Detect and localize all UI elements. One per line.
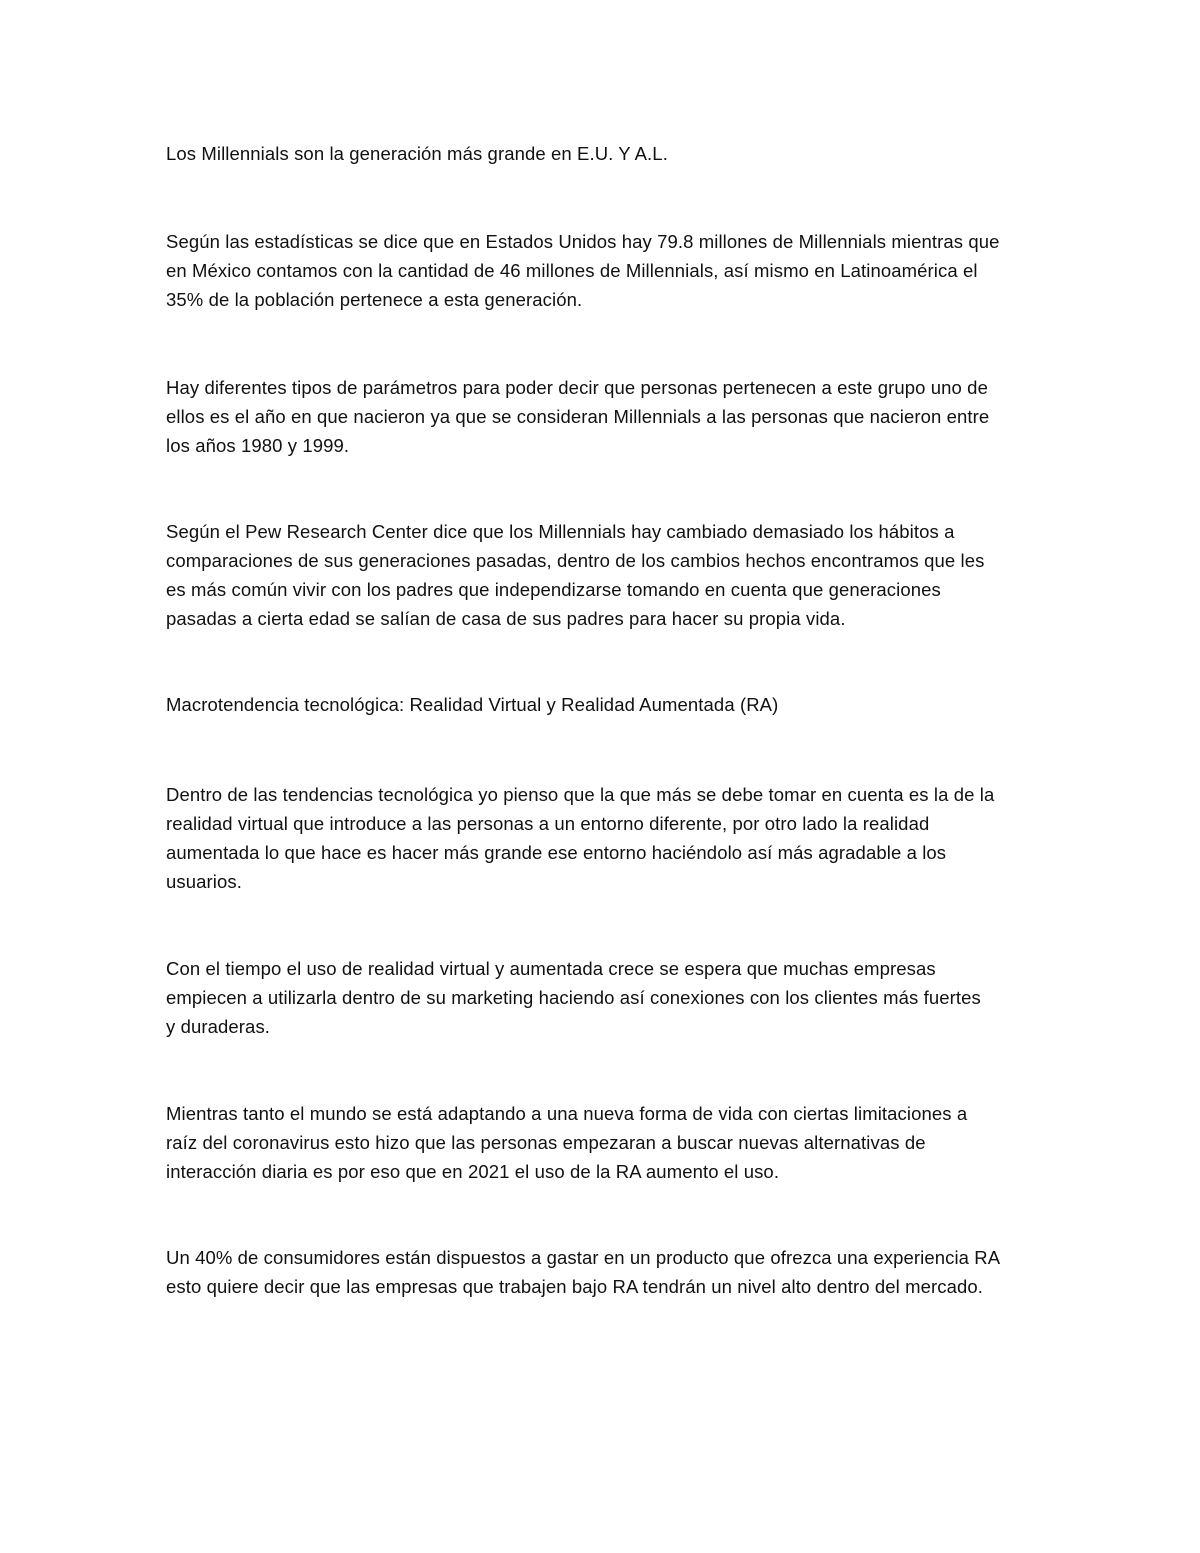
text-line: Con el tiempo el uso de realidad virtual y aumentada crece se espera que muchas empresas bbox=[166, 958, 936, 979]
text-line: Según las estadísticas se dice que en Estados Unidos hay 79.8 millones de Millennials mientras que bbox=[166, 231, 1000, 252]
paragraph-coronavirus-adaptation bbox=[166, 1099, 1046, 1186]
text-line: en México contamos con la cantidad de 46 millones de Millennials, así mismo en Latinoamérica el bbox=[166, 260, 978, 281]
text-line: realidad virtual que introduce a las personas a un entorno diferente, por otro lado la realidad bbox=[166, 813, 930, 834]
paragraph-consumers-ra bbox=[166, 1243, 1046, 1301]
text-line: comparaciones de sus generaciones pasadas, dentro de los cambios hechos encontramos que les bbox=[166, 550, 985, 571]
text-line: ellos es el año en que nacieron ya que se consideran Millennials a las personas que nacieron entre bbox=[166, 406, 990, 427]
text-line: los años 1980 y 1999. bbox=[166, 435, 350, 456]
paragraph-tech-trends bbox=[166, 780, 1046, 896]
text-line: Hay diferentes tipos de parámetros para poder decir que personas pertenecen a este grupo uno de bbox=[166, 377, 988, 398]
paragraph-statistics bbox=[166, 227, 1046, 314]
text-line: usuarios. bbox=[166, 871, 242, 892]
text-line: Dentro de las tendencias tecnológica yo pienso que la que más se debe tomar en cuenta es la de la bbox=[166, 784, 995, 805]
text-line: raíz del coronavirus esto hizo que las personas empezaran a buscar nuevas alternativas de bbox=[166, 1132, 926, 1153]
text-line: interacción diaria es por eso que en 2021 el uso de la RA aumento el uso. bbox=[166, 1161, 780, 1182]
text-line: Los Millennials son la generación más grande en E.U. Y A.L. bbox=[166, 143, 668, 164]
text-line: pasadas a cierta edad se salían de casa de sus padres para hacer su propia vida. bbox=[166, 608, 846, 629]
text-line: Según el Pew Research Center dice que los Millennials hay cambiado demasiado los hábitos a bbox=[166, 521, 955, 542]
paragraph-macrotrend-heading bbox=[166, 690, 1046, 719]
text-line: Un 40% de consumidores están dispuestos a gastar en un producto que ofrezca una experiencia RA bbox=[166, 1247, 1001, 1268]
paragraph-pew-research bbox=[166, 517, 1046, 633]
text-line: empiecen a utilizarla dentro de su marketing haciendo así conexiones con los clientes más fuertes bbox=[166, 987, 981, 1008]
paragraph-vr-ar-growth bbox=[166, 954, 1046, 1041]
paragraph-parameters bbox=[166, 373, 1046, 460]
text-line: y duraderas. bbox=[166, 1016, 271, 1037]
text-line: Mientras tanto el mundo se está adaptando a una nueva forma de vida con ciertas limitaciones a bbox=[166, 1103, 968, 1124]
text-line: es más común vivir con los padres que independizarse tomando en cuenta que generaciones bbox=[166, 579, 941, 600]
text-line: 35% de la población pertenece a esta generación. bbox=[166, 289, 583, 310]
text-line: aumentada lo que hace es hacer más grande ese entorno haciéndolo así más agradable a los bbox=[166, 842, 947, 863]
paragraph-millennials-largest-generation bbox=[166, 139, 1046, 168]
text-line: Macrotendencia tecnológica: Realidad Virtual y Realidad Aumentada (RA) bbox=[166, 694, 779, 715]
text-line: esto quiere decir que las empresas que trabajen bajo RA tendrán un nivel alto dentro del mercado. bbox=[166, 1276, 984, 1297]
